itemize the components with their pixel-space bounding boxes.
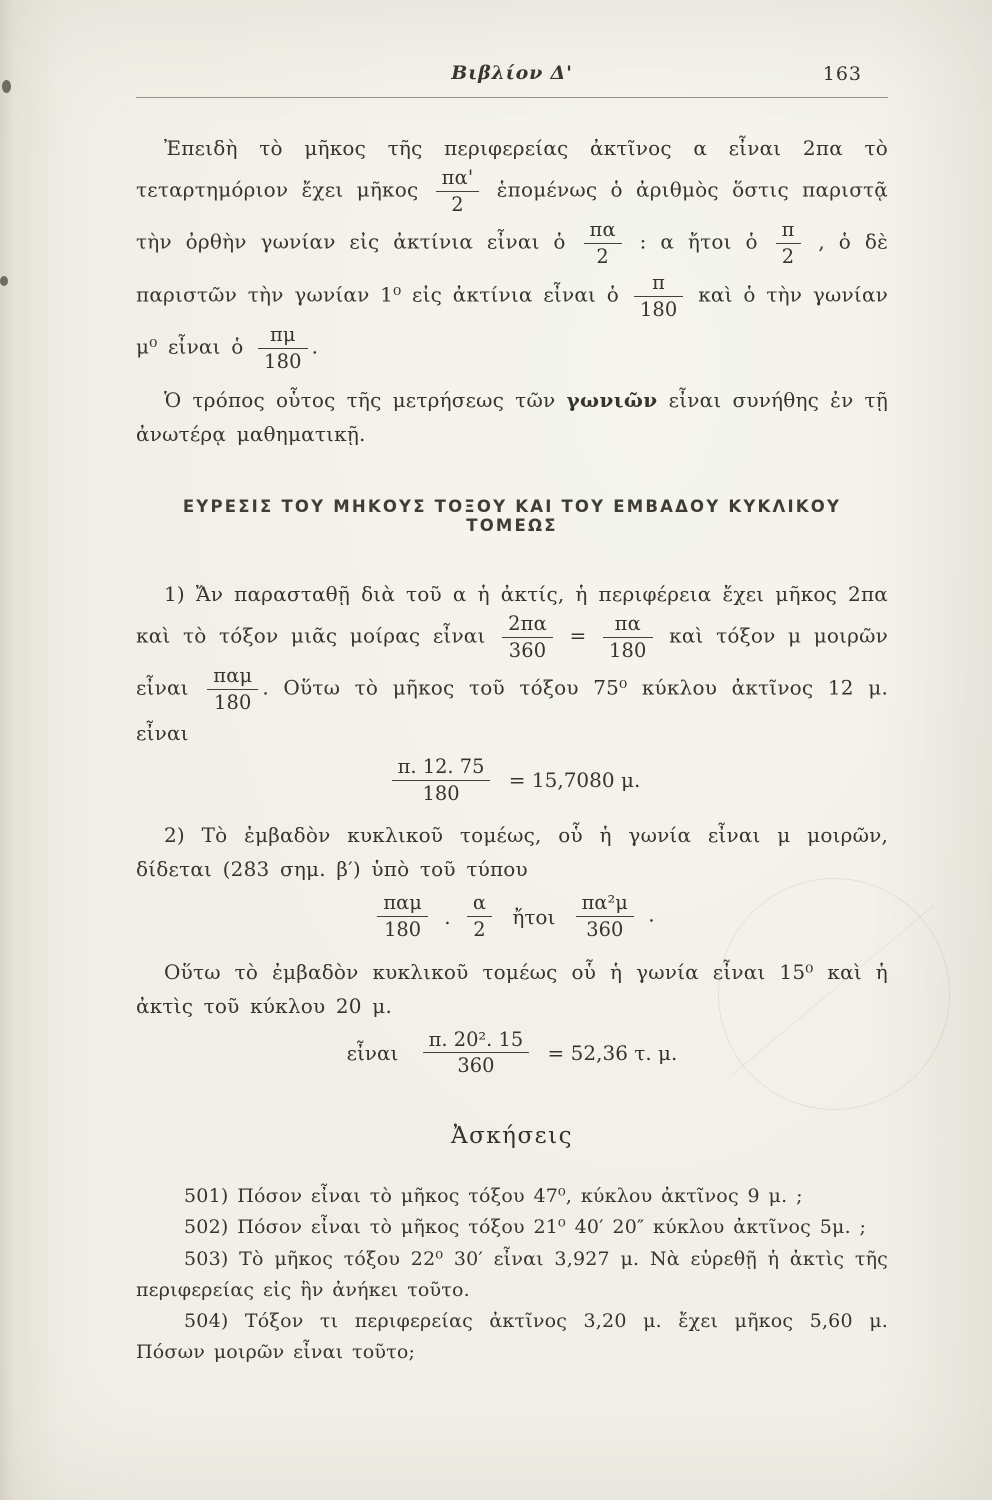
paragraph-measurement-note — [136, 383, 888, 451]
text-run: εἶναι συνήθης ἐν τῇ ἀνωτέρᾳ μαθηματικῇ. — [136, 387, 888, 446]
fraction-pam-over-180 — [377, 892, 427, 940]
equation-result: = 15,7080 μ. — [508, 768, 641, 793]
fraction-denominator: 180 — [634, 296, 684, 321]
fraction-pa-over-180 — [603, 613, 653, 661]
paragraph-sector-area — [136, 818, 888, 886]
fraction-denominator: 180 — [258, 348, 308, 373]
equation-result: = 52,36 τ. μ. — [547, 1040, 678, 1065]
section-heading: ΕΥΡΕΣΙΣ ΤΟΥ ΜΗΚΟΥΣ ΤΟΞΟΥ ΚΑΙ ΤΟΥ ΕΜΒΑΔΟΥ ΚΥΚΛΙΚΟΥ ΤΟΜΕΩΣ — [182, 496, 842, 535]
scan-artifact-speck — [0, 276, 8, 286]
fraction-a-over-2 — [467, 892, 492, 940]
paragraph-arc-length — [136, 577, 888, 750]
fraction-numerator: πα — [589, 218, 616, 242]
period: . — [648, 903, 655, 928]
emphasized-word: γωνιῶν — [566, 387, 658, 412]
text-run: : α ἤτοι ὁ — [639, 230, 758, 255]
fraction-numerator: π — [652, 270, 666, 294]
fraction-denominator: 2 — [584, 243, 622, 268]
fraction-pa-prime-over-2 — [436, 167, 480, 215]
fraction-numerator: παμ — [213, 664, 253, 688]
exercise-item-503: 503) Τὸ μῆκος τόξου 22⁰ 30′ εἶναι 3,927 μ. Νὰ εὑρεθῇ ἡ ἀκτὶς τῆς περιφερείας εἰς ἣν ἀνήκει τοῦτο. — [136, 1247, 888, 1301]
fraction-sector-example — [423, 1029, 530, 1077]
text-run: Οὕτω τὸ ἐμβαδὸν κυκλικοῦ τομέως οὗ ἡ γωνία εἶναι 15⁰ καὶ ἡ ἀκτὶς τοῦ κύκλου 20 μ. — [136, 959, 888, 1018]
book-title: Βιβλίον Δ' — [451, 62, 573, 84]
equation-sector-example — [136, 1027, 888, 1079]
fraction-numerator: α — [472, 891, 487, 915]
equals-sign: = — [569, 623, 587, 648]
fraction-denominator: 2 — [776, 243, 801, 268]
equation-lead-word: εἶναι — [346, 1040, 399, 1065]
fraction-2pa-over-360 — [502, 613, 553, 661]
fraction-numerator: παμ — [383, 891, 422, 915]
exercise-item-504: 504) Τόξον τι περιφερείας ἀκτῖνος 3,20 μ. ἔχει μῆκος 5,60 μ. Πόσων μοιρῶν εἶναι τοῦτο; — [136, 1309, 888, 1363]
exercise-item-501: 501) Πόσον εἶναι τὸ μῆκος τόξου 47⁰, κύκλου ἀκτῖνος 9 μ. ; — [184, 1185, 803, 1208]
text-run: . Οὕτω τὸ μῆκος τοῦ τόξου 75⁰ κύκλου ἀκτῖνος 12 μ. εἶναι — [136, 676, 889, 745]
fraction-numerator: π — [781, 218, 795, 242]
scan-artifact-speck — [2, 80, 11, 93]
text-run: . — [311, 335, 319, 360]
fraction-pa2m-over-360 — [576, 892, 634, 940]
text-run: , ὁ δὲ παριστῶν τὴν γωνίαν 1⁰ εἰς ἀκτίνια εἶναι ὁ — [136, 230, 889, 307]
fraction-numerator: πα²μ — [581, 891, 628, 915]
paragraph-sector-example — [136, 955, 888, 1023]
text-run: Ἐπειδὴ τὸ μῆκος τῆς περιφερείας ἀκτῖνος α εἶναι 2πα τὸ τεταρτημόριον ἔχει μῆκος — [136, 136, 888, 202]
fraction-denominator: 180 — [207, 689, 258, 714]
fraction-denominator: 180 — [603, 637, 653, 662]
fraction-denominator: 360 — [502, 637, 553, 662]
page-header — [136, 62, 888, 90]
fraction-denominator: 180 — [392, 780, 491, 805]
fraction-numerator: 2πα — [508, 611, 547, 635]
fraction-denominator: 360 — [576, 916, 634, 941]
exercises-heading: Ἀσκήσεις — [451, 1123, 573, 1150]
fraction-pi-over-180 — [634, 272, 684, 320]
fraction-denominator: 360 — [423, 1052, 530, 1077]
equation-sector-formula — [136, 890, 888, 942]
fraction-numerator: πα' — [441, 166, 474, 189]
fraction-numerator: π. 12. 75 — [397, 754, 485, 778]
fraction-arc-example — [392, 756, 491, 804]
page-content — [136, 62, 888, 1368]
connector-word: ἤτοι — [512, 904, 556, 929]
text-run: καὶ τόξον μ μοιρῶν εἶναι — [136, 623, 889, 701]
fraction-denominator: 2 — [467, 916, 492, 941]
text-run: ἑπομένως ὁ ἀριθμὸς ὅστις παριστᾷ τὴν ὀρθὴν γωνίαν εἰς ἀκτίνια εἶναι ὁ — [136, 177, 889, 255]
page-number: 163 — [822, 63, 862, 85]
fraction-denominator: 180 — [377, 916, 427, 941]
fraction-numerator: πμ — [269, 323, 296, 347]
exercise-item-502: 502) Πόσον εἶναι τὸ μῆκος τόξου 21⁰ 40′ 20″ κύκλου ἀκτῖνος 5μ. ; — [184, 1216, 867, 1239]
fraction-numerator: πα — [614, 611, 641, 635]
paragraph-radian-intro — [136, 131, 888, 375]
fraction-pam-over-180 — [207, 665, 258, 713]
fraction-denominator: 2 — [436, 191, 480, 216]
fraction-pi-over-2 — [776, 219, 801, 267]
fraction-pa-over-2 — [584, 219, 622, 267]
multiplication-dot: . — [444, 904, 451, 929]
fraction-numerator: π. 20². 15 — [428, 1027, 524, 1051]
text-run: 1) Ἄν παρασταθῇ διὰ τοῦ α ἡ ἀκτίς, ἡ περιφέρεια ἔχει μῆκος 2πα καὶ τὸ τόξον μιᾶς μοίρας εἶναι — [136, 581, 888, 648]
text-run: καὶ ὁ τὴν γωνίαν μ⁰ εἶναι ὁ — [136, 282, 889, 360]
equation-arc-length-example — [136, 754, 888, 806]
text-run: Ὁ τρόπος οὗτος τῆς μετρήσεως τῶν — [164, 387, 556, 412]
fraction-pm-over-180 — [258, 324, 308, 372]
text-run: 2) Τὸ ἐμβαδὸν κυκλικοῦ τομέως, οὗ ἡ γωνία εἶναι μ μοιρῶν, δίδεται (283 σημ. β′) ὑπὸ τοῦ τύπου — [136, 823, 888, 882]
header-rule — [136, 97, 888, 98]
